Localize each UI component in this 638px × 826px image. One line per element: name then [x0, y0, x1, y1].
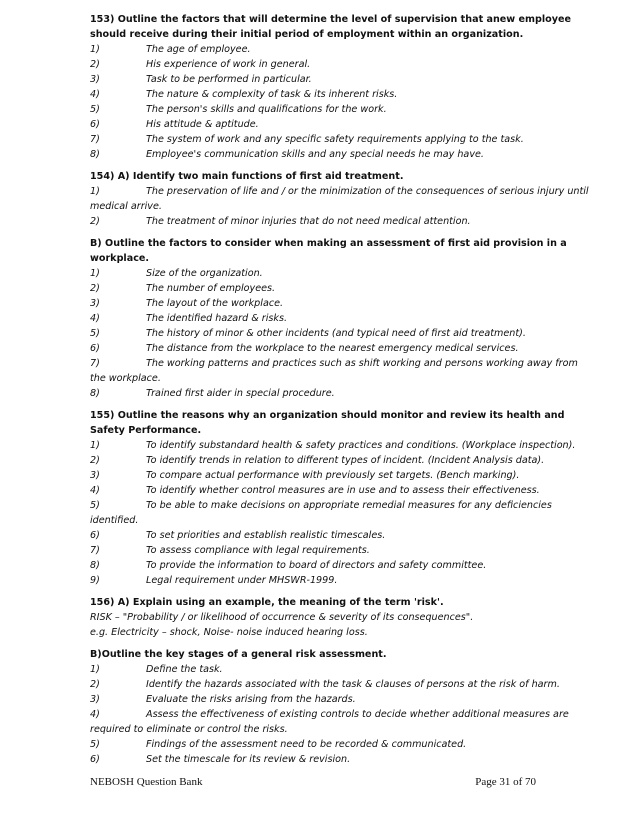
list-item: [90, 677, 595, 692]
item-number: 3): [90, 470, 100, 481]
list-item: [90, 72, 595, 87]
item-text: To be able to make decisions on appropriate remedial measures for any deficiencies identified.: [90, 500, 552, 526]
list-item: [90, 184, 595, 214]
list-item: [90, 528, 595, 543]
item-text: The treatment of minor injuries that do not need medical attention.: [146, 216, 471, 227]
item-text: To provide the information to board of directors and safety committee.: [146, 560, 487, 571]
question-156a: [90, 595, 595, 640]
item-number: 3): [90, 74, 100, 85]
item-number: 2): [90, 679, 100, 690]
list-item: [90, 543, 595, 558]
item-number: 3): [90, 694, 100, 705]
item-text: The layout of the workplace.: [146, 298, 284, 309]
question-heading: 156) A) Explain using an example, the meaning of the term 'risk'.: [90, 597, 444, 608]
question-heading: 153) Outline the factors that will determine the level of supervision that anew employee should receive during their initial period of employment within an organization.: [90, 14, 572, 40]
item-number: 5): [90, 104, 100, 115]
item-text: To identify substandard health & safety practices and conditions. (Workplace inspection).: [146, 440, 576, 451]
item-text: Trained first aider in special procedure.: [146, 388, 335, 399]
item-number: 5): [90, 500, 100, 511]
item-number: 4): [90, 709, 100, 720]
item-number: 7): [90, 358, 100, 369]
item-number: 9): [90, 575, 100, 586]
page-content: [90, 12, 595, 774]
list-item: [90, 356, 595, 386]
item-text: To assess compliance with legal requirements.: [146, 545, 370, 556]
item-text: Findings of the assessment need to be recorded & communicated.: [146, 739, 467, 750]
list-item: [90, 214, 595, 229]
item-number: 1): [90, 186, 100, 197]
item-number: 4): [90, 89, 100, 100]
list-item: [90, 341, 595, 356]
item-number: 7): [90, 545, 100, 556]
item-text: The working patterns and practices such as shift working and persons working away from the workplace.: [90, 358, 578, 384]
list-item: [90, 147, 595, 162]
item-number: 7): [90, 134, 100, 145]
answer-line: e.g. Electricity – shock, Noise- noise induced hearing loss.: [90, 627, 368, 638]
answer-line: RISK – "Probability / or likelihood of occurrence & severity of its consequences".: [90, 612, 474, 623]
item-text: Legal requirement under MHSWR-1999.: [146, 575, 338, 586]
item-number: 6): [90, 343, 100, 354]
item-text: To set priorities and establish realistic timescales.: [146, 530, 386, 541]
list-item: [90, 468, 595, 483]
list-item: [90, 692, 595, 707]
list-item: [90, 737, 595, 752]
item-text: Employee's communication skills and any special needs he may have.: [146, 149, 484, 160]
item-text: The nature & complexity of task & its inherent risks.: [146, 89, 398, 100]
question-154a: [90, 169, 595, 229]
question-heading: B) Outline the factors to consider when making an assessment of first aid provision in a workplace.: [90, 238, 567, 264]
item-text: To compare actual performance with previously set targets. (Bench marking).: [146, 470, 520, 481]
item-number: 1): [90, 440, 100, 451]
item-number: 6): [90, 530, 100, 541]
question-155: [90, 408, 595, 588]
list-item: [90, 117, 595, 132]
list-item: [90, 752, 595, 767]
list-item: [90, 42, 595, 57]
item-text: The age of employee.: [146, 44, 251, 55]
list-item: [90, 57, 595, 72]
item-number: 2): [90, 216, 100, 227]
list-item: [90, 453, 595, 468]
item-text: To identify whether control measures are in use and to assess their effectiveness.: [146, 485, 540, 496]
list-item: [90, 498, 595, 528]
list-item: [90, 662, 595, 677]
question-heading: B)Outline the key stages of a general risk assessment.: [90, 649, 387, 660]
question-heading: 155) Outline the reasons why an organization should monitor and review its health and Safety Performance.: [90, 410, 565, 436]
item-text: Task to be performed in particular.: [146, 74, 312, 85]
item-number: 1): [90, 268, 100, 279]
item-number: 1): [90, 664, 100, 675]
item-number: 8): [90, 560, 100, 571]
item-text: The number of employees.: [146, 283, 276, 294]
item-number: 5): [90, 328, 100, 339]
item-text: Identify the hazards associated with the task & clauses of persons at the risk of harm.: [146, 679, 560, 690]
item-number: 6): [90, 119, 100, 130]
list-item: [90, 87, 595, 102]
list-item: [90, 296, 595, 311]
item-number: 2): [90, 59, 100, 70]
item-number: 4): [90, 313, 100, 324]
item-text: Set the timescale for its review & revision.: [146, 754, 351, 765]
list-item: [90, 707, 595, 737]
question-154b: [90, 236, 595, 401]
list-item: [90, 326, 595, 341]
item-number: 4): [90, 485, 100, 496]
list-item: [90, 386, 595, 401]
item-text: Evaluate the risks arising from the hazards.: [146, 694, 356, 705]
footer-document-title: NEBOSH Question Bank: [90, 776, 203, 788]
item-text: Define the task.: [146, 664, 223, 675]
item-text: The identified hazard & risks.: [146, 313, 287, 324]
question-153: [90, 12, 595, 162]
question-156b: [90, 647, 595, 767]
list-item: [90, 102, 595, 117]
item-text: To identify trends in relation to different types of incident. (Incident Analysis data).: [146, 455, 545, 466]
question-heading: 154) A) Identify two main functions of first aid treatment.: [90, 171, 404, 182]
list-item: [90, 281, 595, 296]
item-text: The person's skills and qualifications for the work.: [146, 104, 387, 115]
item-text: Size of the organization.: [146, 268, 263, 279]
list-item: [90, 311, 595, 326]
item-text: Assess the effectiveness of existing controls to decide whether additional measures are required to eliminate or control the risks.: [90, 709, 569, 735]
item-text: His experience of work in general.: [146, 59, 311, 70]
item-number: 2): [90, 283, 100, 294]
item-number: 8): [90, 149, 100, 160]
list-item: [90, 132, 595, 147]
footer-page-number: Page 31 of 70: [475, 776, 536, 788]
item-number: 6): [90, 754, 100, 765]
item-text: The system of work and any specific safety requirements applying to the task.: [146, 134, 524, 145]
item-number: 3): [90, 298, 100, 309]
item-number: 1): [90, 44, 100, 55]
item-text: The preservation of life and / or the minimization of the consequences of serious injury until medical arrive.: [90, 186, 589, 212]
list-item: [90, 483, 595, 498]
list-item: [90, 558, 595, 573]
item-text: The distance from the workplace to the nearest emergency medical services.: [146, 343, 519, 354]
list-item: [90, 573, 595, 588]
item-number: 5): [90, 739, 100, 750]
item-number: 8): [90, 388, 100, 399]
item-number: 2): [90, 455, 100, 466]
item-text: The history of minor & other incidents (and typical need of first aid treatment).: [146, 328, 526, 339]
list-item: [90, 438, 595, 453]
list-item: [90, 266, 595, 281]
item-text: His attitude & aptitude.: [146, 119, 259, 130]
